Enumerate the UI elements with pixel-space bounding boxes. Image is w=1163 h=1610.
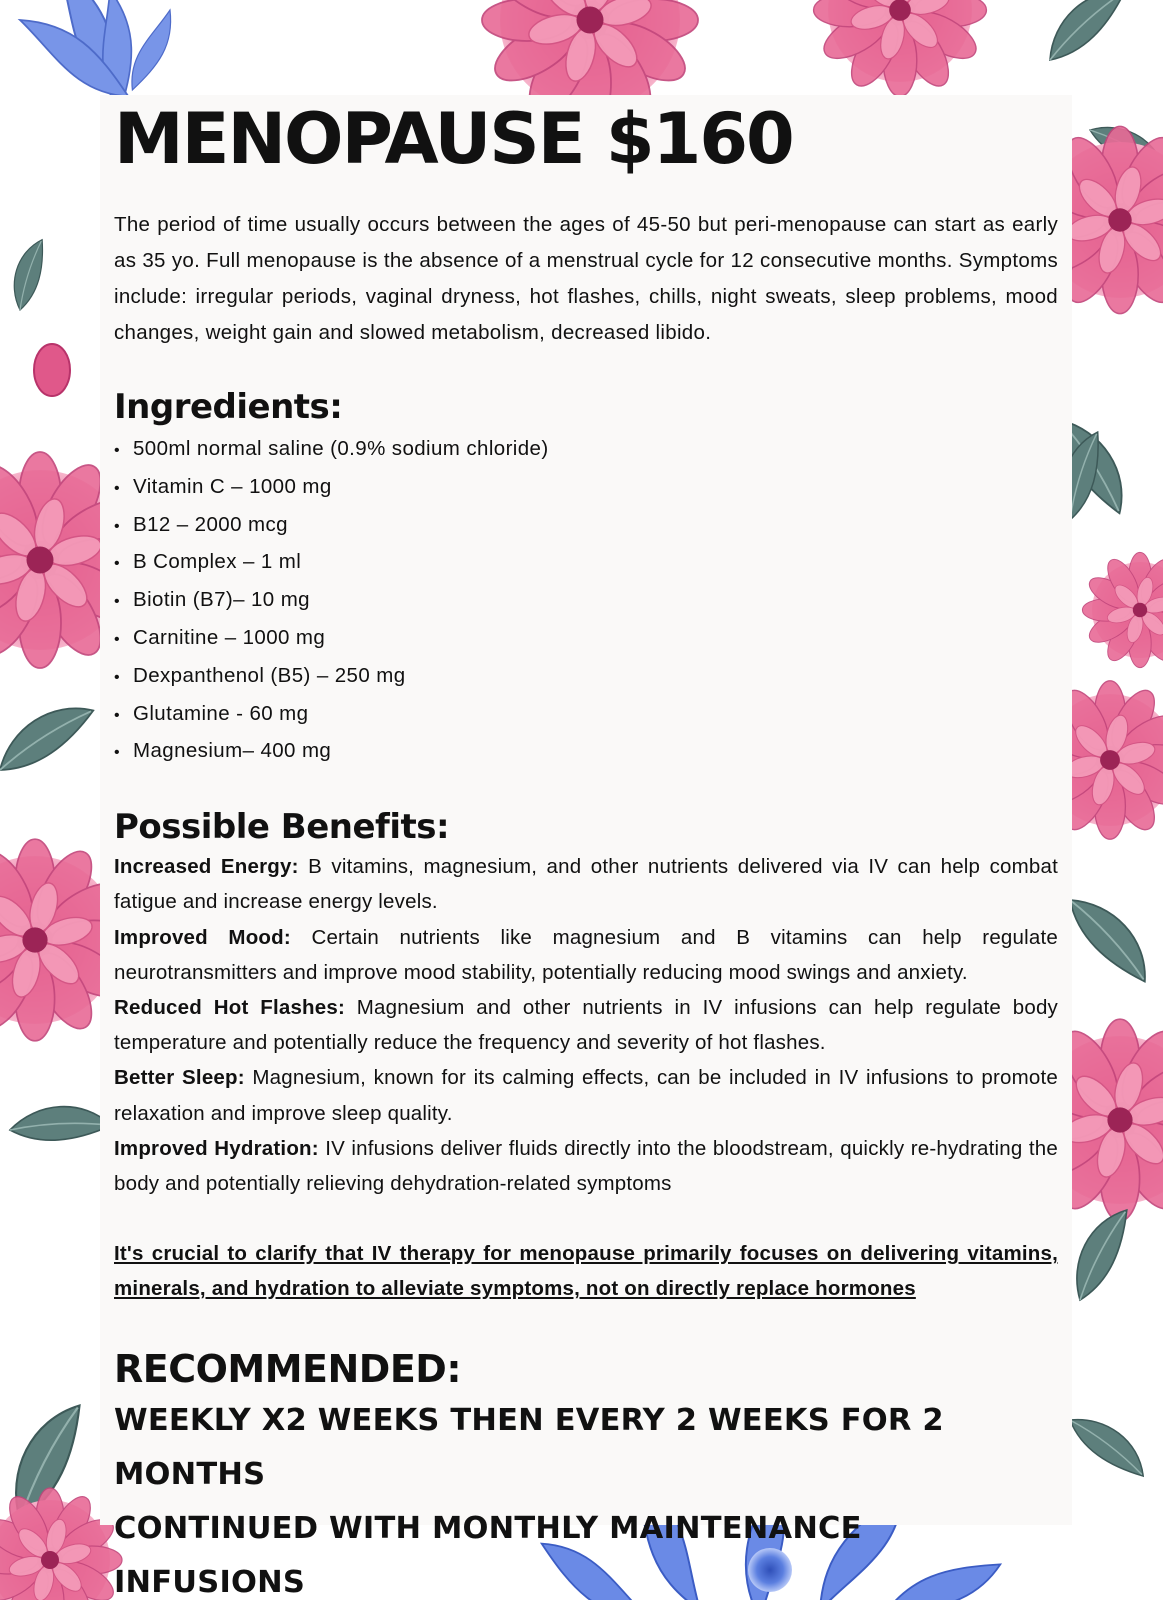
- benefit-label: Reduced Hot Flashes:: [114, 995, 346, 1019]
- benefit-text: Magnesium, known for its calming effects, can be included in IV infusions to promote relaxation and improve sleep quality.: [114, 1066, 1058, 1125]
- list-item: • B Complex – 1 ml: [114, 544, 1058, 582]
- page-title: MENOPAUSE $160: [114, 98, 793, 180]
- list-item: • Carnitine – 1000 mg: [114, 620, 1058, 658]
- list-item: • Vitamin C – 1000 mg: [114, 469, 1058, 507]
- benefit-label: Improved Hydration:: [114, 1136, 319, 1160]
- list-item: • Biotin (B7)– 10 mg: [114, 582, 1058, 620]
- benefits-list: [114, 849, 1058, 1201]
- recommended-schedule-line-1: WEEKLY X2 WEEKS THEN EVERY 2 WEEKS FOR 2 MONTHS: [114, 1403, 944, 1493]
- benefits-heading: Possible Benefits:: [114, 807, 450, 848]
- content-card: [100, 95, 1072, 1601]
- ingredients-heading: Ingredients:: [114, 387, 343, 427]
- benefit-item: [114, 1060, 1058, 1130]
- list-item: • Glutamine - 60 mg: [114, 696, 1058, 734]
- bullet-icon: •: [114, 517, 121, 535]
- bullet-icon: •: [114, 442, 121, 459]
- bullet-icon: •: [114, 706, 121, 724]
- intro-paragraph: The period of time usually occurs between the ages of 45-50 but peri-menopause can start as early as 35 yo. Full menopause is the absence of a menstrual cycle for 12 consecutive months. Symptoms include: irregular periods, vaginal dryness, hot flashes, chills, night sweats, sleep problems, mood changes, weight gain and slowed metabolism, decreased libido.: [114, 213, 1058, 344]
- benefit-item: [114, 1131, 1058, 1201]
- bullet-icon: •: [114, 593, 121, 611]
- benefit-label: Improved Mood:: [114, 925, 291, 949]
- bullet-icon: •: [114, 479, 121, 497]
- ingredients-list: [114, 431, 1058, 771]
- benefit-text: Magnesium and other nutrients in IV infusions can help regulate body temperature and potentially reduce the frequency and severity of hot flashes.: [114, 995, 1058, 1055]
- bullet-icon: •: [114, 668, 121, 686]
- list-item: • Dexpanthenol (B5) – 250 mg: [114, 658, 1058, 696]
- benefit-item: [114, 990, 1058, 1060]
- disclaimer-note: It's crucial to clarify that IV therapy for menopause primarily focuses on delivering vitamins, minerals, and hydration to alleviate symptoms, not on directly replace hormones: [114, 1242, 1058, 1301]
- benefit-label: Increased Energy:: [114, 855, 299, 879]
- benefit-item: [114, 849, 1058, 919]
- recommended-schedule-line-2: CONTINUED WITH MONTHLY MAINTENANCE INFUSIONS: [114, 1511, 862, 1601]
- bullet-icon: •: [114, 555, 121, 573]
- benefit-text: Certain nutrients like magnesium and B vitamins can help regulate neurotransmitters and improve mood stability, potentially reducing mood swings and anxiety.: [114, 925, 1058, 984]
- benefit-item: [114, 920, 1058, 990]
- bullet-icon: •: [114, 630, 121, 648]
- bullet-icon: •: [114, 744, 121, 762]
- benefit-text: IV infusions deliver fluids directly into the bloodstream, quickly re-hydrating the body and potentially relieving dehydration-related symptoms: [114, 1136, 1059, 1195]
- list-item: • Magnesium– 400 mg: [114, 733, 1058, 771]
- list-item: • B12 – 2000 mcg: [114, 507, 1058, 545]
- recommended-heading: RECOMMENDED:: [114, 1347, 462, 1392]
- benefit-label: Better Sleep:: [114, 1066, 245, 1090]
- benefit-text: B vitamins, magnesium, and other nutrients delivered via IV can help combat fatigue and increase energy levels.: [114, 855, 1058, 914]
- list-item: • 500ml normal saline (0.9% sodium chloride): [114, 431, 1058, 469]
